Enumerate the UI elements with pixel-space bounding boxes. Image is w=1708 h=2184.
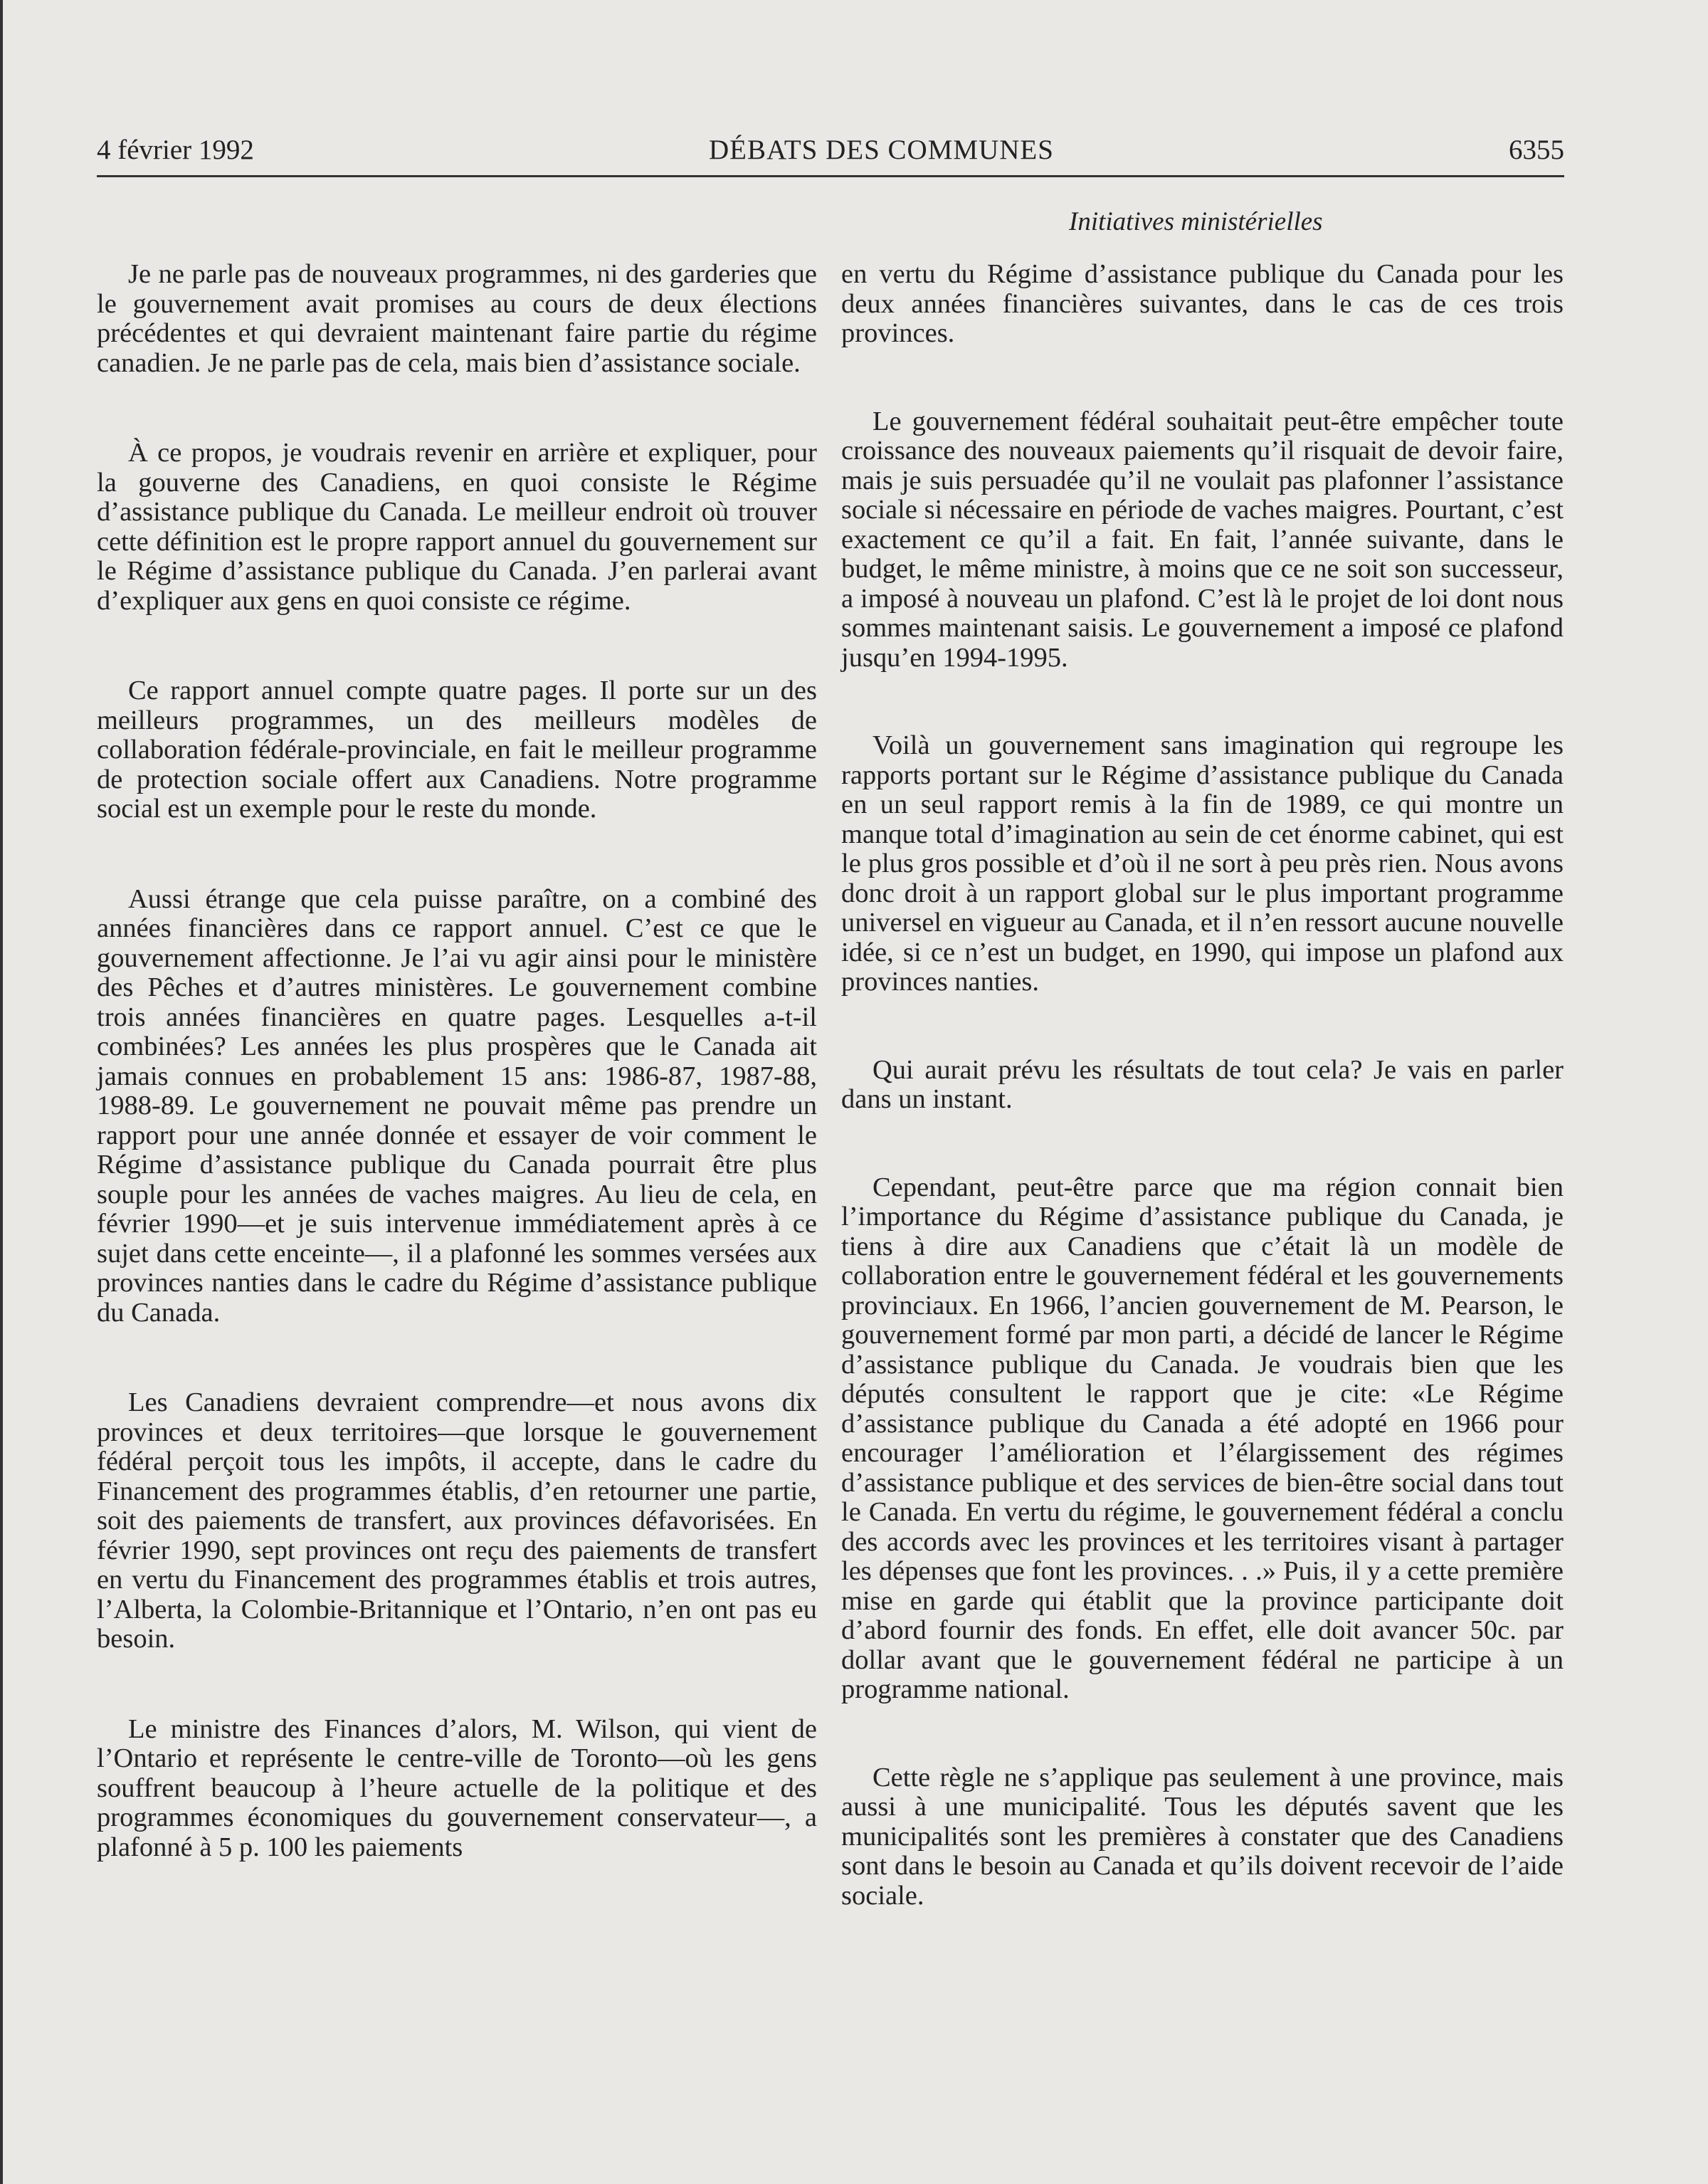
publication-title: DÉBATS DES COMMUNES xyxy=(709,135,1054,165)
scan-edge xyxy=(0,0,3,2184)
paragraph: À ce propos, je voudrais revenir en arrière et expliquer, pour la gouverne des Canadiens, en quoi consiste le Régime d’assistance publique du Canada. Le meilleur endroit où trouver cette définition est le propre rapport annuel du gouvernement sur le Régime d’assistance publique du Canada. J’en parlerai avant d’expliquer aux gens en quoi consiste ce régime. xyxy=(97,438,817,616)
page-number: 6355 xyxy=(1508,135,1564,165)
paragraph: Voilà un gouvernement sans imagination qui regroupe les rapports portant sur le Régime d’assistance publique du Canada en un seul rapport remis à la fin de 1989, ce qui montre un manque total d’imagination au sein de cet énorme cabinet, qui est le plus gros possible et d’où il ne sort à peu près rien. Nous avons donc droit à un rapport global sur le plus important programme universel en vigueur au Canada, et il n’en ressort aucune nouvelle idée, si ce n’est un budget, en 1990, qui impose un plafond aux provinces nanties. xyxy=(841,730,1564,997)
paragraph-continued: en vertu du Régime d’assistance publique du Canada pour les deux années financières suivantes, dans le cas de ces trois provinces. xyxy=(841,259,1564,348)
left-column xyxy=(97,260,817,1862)
paragraph: Aussi étrange que cela puisse paraître, on a combiné des années financières dans ce rapport annuel. C’est ce que le gouvernement affectionne. Je l’ai vu agir ainsi pour le ministère des Pêches et d’autres ministères. Le gouvernement combine trois années financières en quatre pages. Lesquelles a-t-il combinées? Les années les plus prospères que le Canada ait jamais connues en probablement 15 ans: 1986-87, 1987-88, 1988-89. Le gouvernement ne pouvait même pas prendre un rapport pour une année donnée et essayer de voir comment le Régime d’assistance publique du Canada pourrait être plus souple pour les années de vaches maigres. Au lieu de cela, en février 1990—et je suis intervenue immédiatement après à ce sujet dans cette enceinte—, il a plafonné les sommes versées aux provinces nanties dans le cadre du Régime d’assistance publique du Canada. xyxy=(97,883,817,1328)
paragraph: Cette règle ne s’applique pas seulement à une province, mais aussi à une municipalité. Tous les députés savent que les municipalités sont les premières à constater que des Canadiens sont dans le besoin au Canada et qu’ils doivent recevoir de l’aide sociale. xyxy=(841,1762,1564,1911)
right-column xyxy=(841,260,1564,1911)
paragraph: Le gouvernement fédéral souhaitait peut-être empêcher toute croissance des nouveaux paiements qu’il risquait de devoir faire, mais je suis persuadée qu’il ne voulait pas plafonner l’assistance sociale si nécessaire en période de vaches maigres. Pourtant, c’est exactement ce qu’il a fait. En fait, l’année suivante, dans le budget, le même ministre, à moins que ce ne soit son successeur, a imposé à nouveau un plafond. C’est là le projet de loi dont nous sommes maintenant saisis. Le gouvernement a imposé ce plafond jusqu’en 1994-1995. xyxy=(841,406,1564,673)
paragraph: Les Canadiens devraient comprendre—et nous avons dix provinces et deux territoires—que lorsque le gouvernement fédéral perçoit tous les impôts, il accepte, dans le cadre du Financement des programmes établis, d’en retourner une partie, soit des paiements de transfert, aux provinces défavorisées. En février 1990, sept provinces ont reçu des paiements de transfert en vertu du Financement des programmes établis et trois autres, l’Alberta, la Colombie-Britannique et l’Ontario, n’en ont pas eu besoin. xyxy=(97,1387,817,1654)
paragraph: Ce rapport annuel compte quatre pages. Il porte sur un des meilleurs programmes, un des meilleurs modèles de collaboration fédérale-provinciale, en fait le meilleur programme de protection sociale offert aux Canadiens. Notre programme social est un exemple pour le reste du monde. xyxy=(97,676,817,824)
page-header xyxy=(97,134,1564,177)
paragraph: Le ministre des Finances d’alors, M. Wilson, qui vient de l’Ontario et représente le centre-ville de Toronto—où les gens souffrent beaucoup à l’heure actuelle de la politique et des programmes économiques du gouvernement conservateur—, a plafonné à 5 p. 100 les paiements xyxy=(97,1713,817,1862)
paragraph: Je ne parle pas de nouveaux programmes, ni des garderies que le gouvernement avait promises au cours de deux élections précédentes et qui devraient maintenant faire partie du régime canadien. Je ne parle pas de cela, mais bien d’assistance sociale. xyxy=(97,259,817,378)
paragraph: Qui aurait prévu les résultats de tout cela? Je vais en parler dans un instant. xyxy=(841,1054,1564,1114)
header-date: 4 février 1992 xyxy=(97,135,254,165)
paragraph: Cependant, peut-être parce que ma région connait bien l’importance du Régime d’assistance publique du Canada, je tiens à dire aux Canadiens que c’était là un modèle de collaboration entre le gouvernement fédéral et les gouvernements provinciaux. En 1966, l’ancien gouvernement de M. Pearson, le gouvernement formé par mon parti, a décidé de lancer le Régime d’assistance publique du Canada. Je voudrais bien que les députés consultent le rapport que je cite: «Le Régime d’assistance publique du Canada a été adopté en 1966 pour encourager l’amélioration et l’élargissement des régimes d’assistance publique et des services de bien-être social dans tout le Canada. En vertu du régime, le gouvernement fédéral a conclu des accords avec les provinces et les territoires visant à partager les dépenses que font les provinces. . .» Puis, il y a cette première mise en garde qui établit que la province participante doit d’abord fournir des fonds. En effet, elle doit avancer 50c. par dollar avant que le gouvernement fédéral ne participe à un programme national. xyxy=(841,1172,1564,1704)
section-label: Initiatives ministérielles xyxy=(1069,207,1323,236)
